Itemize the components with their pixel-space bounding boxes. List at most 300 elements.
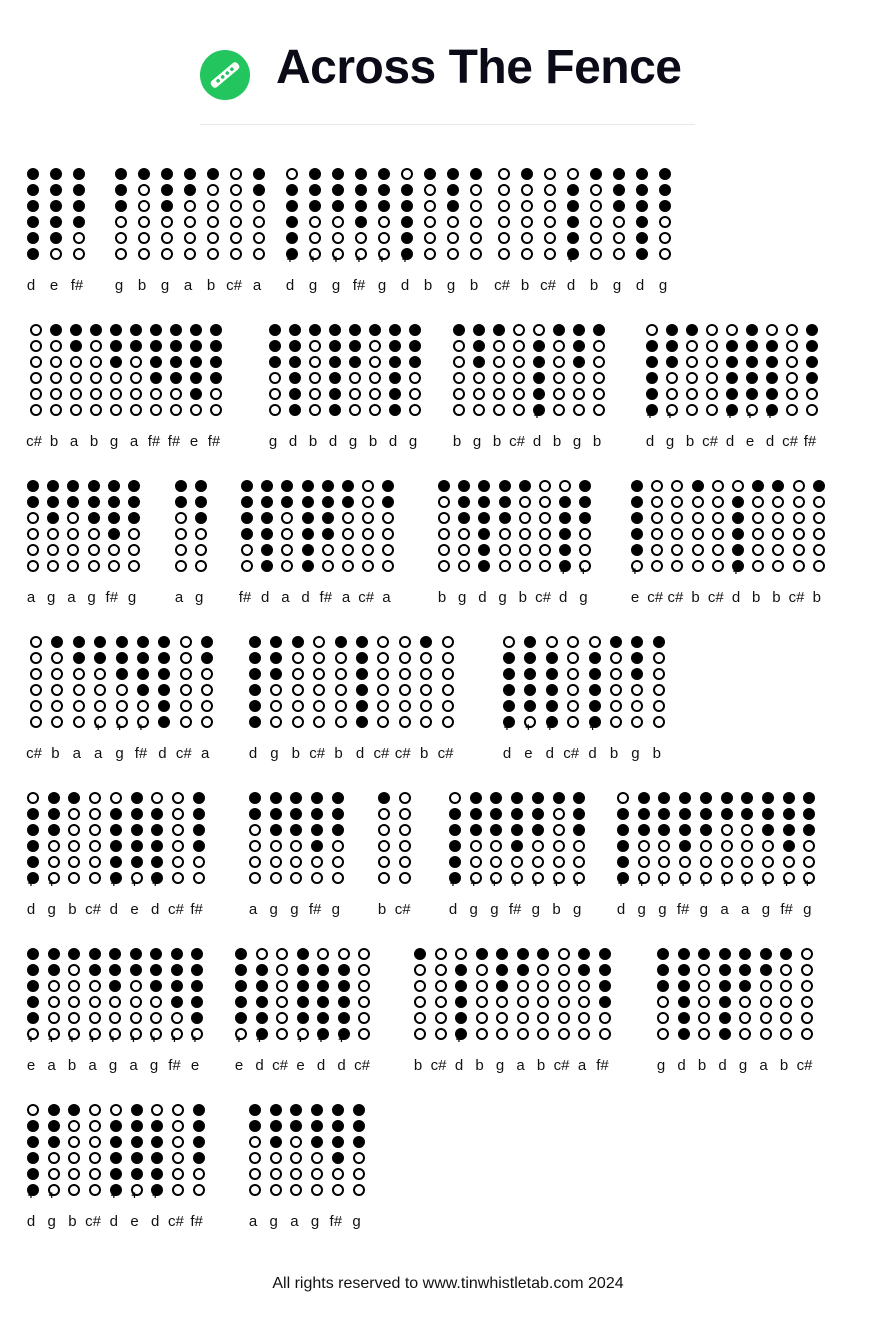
open-hole	[420, 652, 432, 664]
closed-hole	[261, 496, 273, 508]
open-hole	[780, 980, 792, 992]
open-hole	[578, 1028, 590, 1040]
closed-hole	[524, 668, 536, 680]
open-hole	[553, 808, 565, 820]
closed-hole	[409, 324, 421, 336]
closed-hole	[719, 980, 731, 992]
closed-hole	[249, 636, 261, 648]
open-hole	[803, 856, 815, 868]
note-label: b	[308, 433, 318, 450]
closed-hole	[193, 1104, 205, 1116]
closed-hole	[511, 824, 523, 836]
note-label: f#	[168, 1057, 181, 1074]
note-label: e	[296, 1057, 305, 1074]
closed-hole	[470, 168, 482, 180]
closed-hole	[241, 528, 253, 540]
closed-hole	[48, 808, 60, 820]
open-hole	[573, 404, 585, 416]
open-hole	[712, 560, 724, 572]
closed-hole	[270, 808, 282, 820]
open-hole	[813, 496, 825, 508]
closed-hole	[290, 808, 302, 820]
open-hole	[739, 1012, 751, 1024]
open-hole	[115, 248, 127, 260]
open-hole	[801, 996, 813, 1008]
note-label: g	[637, 901, 646, 918]
open-hole	[249, 1168, 261, 1180]
closed-hole	[533, 388, 545, 400]
closed-hole	[470, 808, 482, 820]
open-hole	[513, 356, 525, 368]
open-hole	[692, 528, 704, 540]
closed-hole	[532, 808, 544, 820]
closed-hole	[401, 232, 413, 244]
closed-hole	[532, 824, 544, 836]
note-label: b	[552, 901, 561, 918]
closed-hole	[617, 824, 629, 836]
closed-hole	[679, 824, 691, 836]
note-label: f#	[147, 433, 161, 450]
note-label: a	[69, 433, 79, 450]
closed-hole	[631, 636, 643, 648]
closed-hole	[131, 808, 143, 820]
closed-hole	[68, 948, 80, 960]
closed-hole	[193, 1152, 205, 1164]
closed-hole	[286, 184, 298, 196]
closed-hole	[109, 980, 121, 992]
open-hole	[172, 1152, 184, 1164]
closed-hole	[589, 652, 601, 664]
closed-hole	[317, 1012, 329, 1024]
closed-hole	[27, 168, 39, 180]
open-hole	[513, 340, 525, 352]
note-label: c#	[430, 1057, 447, 1074]
closed-hole	[286, 232, 298, 244]
note-label: g	[658, 277, 668, 294]
open-hole	[470, 200, 482, 212]
note-label: d	[285, 277, 295, 294]
closed-hole	[70, 324, 82, 336]
open-hole	[342, 528, 354, 540]
open-hole	[68, 1168, 80, 1180]
open-hole	[593, 388, 605, 400]
open-hole	[513, 372, 525, 384]
open-hole	[599, 1028, 611, 1040]
closed-hole	[286, 216, 298, 228]
open-hole	[332, 1168, 344, 1180]
open-hole	[544, 232, 556, 244]
closed-hole	[657, 948, 669, 960]
closed-hole	[108, 496, 120, 508]
octave-plus-marker: +	[617, 878, 625, 890]
open-hole	[424, 248, 436, 260]
note-label: a	[47, 1057, 56, 1074]
open-hole	[544, 168, 556, 180]
open-hole	[698, 964, 710, 976]
open-hole	[170, 388, 182, 400]
closed-hole	[193, 808, 205, 820]
note-label: f#	[308, 901, 322, 918]
note-column	[189, 478, 211, 618]
note-label: b	[420, 745, 429, 762]
closed-hole	[741, 792, 753, 804]
closed-hole	[503, 684, 515, 696]
open-hole	[772, 512, 784, 524]
closed-hole	[50, 200, 62, 212]
open-hole	[567, 668, 579, 680]
note-label: g	[160, 277, 170, 294]
closed-hole	[378, 200, 390, 212]
closed-hole	[721, 792, 733, 804]
open-hole	[780, 964, 792, 976]
open-hole	[150, 996, 162, 1008]
note-label: b	[592, 433, 602, 450]
closed-hole	[646, 340, 658, 352]
note-label: g	[377, 277, 387, 294]
open-hole	[276, 996, 288, 1008]
open-hole	[172, 1136, 184, 1148]
open-hole	[377, 668, 389, 680]
open-hole	[313, 668, 325, 680]
closed-hole	[281, 496, 293, 508]
open-hole	[249, 824, 261, 836]
open-hole	[537, 1028, 549, 1040]
note-label: d	[151, 901, 160, 918]
open-hole	[270, 1168, 282, 1180]
closed-hole	[646, 388, 658, 400]
octave-plus-marker: +	[309, 254, 317, 266]
note-label: g	[612, 277, 622, 294]
closed-hole	[289, 404, 301, 416]
closed-hole	[309, 184, 321, 196]
closed-hole	[332, 808, 344, 820]
note-label: g	[308, 277, 318, 294]
closed-hole	[610, 636, 622, 648]
open-hole	[772, 544, 784, 556]
open-hole	[659, 248, 671, 260]
open-hole	[89, 1012, 101, 1024]
open-hole	[230, 248, 242, 260]
closed-hole	[249, 808, 261, 820]
open-hole	[27, 544, 39, 556]
closed-hole	[349, 356, 361, 368]
closed-hole	[210, 340, 222, 352]
open-hole	[362, 544, 374, 556]
closed-hole	[27, 1136, 39, 1148]
closed-hole	[389, 340, 401, 352]
note-label: g	[761, 901, 771, 918]
open-hole	[666, 372, 678, 384]
open-hole	[48, 1168, 60, 1180]
closed-hole	[116, 652, 128, 664]
closed-hole	[658, 824, 670, 836]
closed-hole	[678, 996, 690, 1008]
open-hole	[89, 1120, 101, 1132]
closed-hole	[317, 964, 329, 976]
open-hole	[659, 232, 671, 244]
closed-hole	[193, 1136, 205, 1148]
octave-plus-marker: +	[110, 1190, 118, 1202]
octave-plus-marker: +	[741, 878, 749, 890]
open-hole	[270, 684, 282, 696]
open-hole	[537, 996, 549, 1008]
open-hole	[68, 856, 80, 868]
open-hole	[51, 716, 63, 728]
open-hole	[130, 980, 142, 992]
open-hole	[108, 560, 120, 572]
open-hole	[653, 716, 665, 728]
open-hole	[657, 996, 669, 1008]
closed-hole	[762, 808, 774, 820]
open-hole	[739, 1028, 751, 1040]
open-hole	[342, 512, 354, 524]
open-hole	[553, 356, 565, 368]
note-label: f#	[352, 277, 366, 294]
open-hole	[631, 700, 643, 712]
closed-hole	[401, 200, 413, 212]
open-hole	[309, 388, 321, 400]
closed-hole	[269, 356, 281, 368]
open-hole	[161, 248, 173, 260]
open-hole	[671, 480, 683, 492]
note-column	[67, 166, 89, 306]
open-hole	[180, 652, 192, 664]
note-label: g	[269, 1213, 278, 1230]
note-column	[352, 946, 374, 1086]
closed-hole	[193, 792, 205, 804]
closed-hole	[241, 480, 253, 492]
open-hole	[399, 652, 411, 664]
note-label: a	[290, 1213, 299, 1230]
open-hole	[110, 404, 122, 416]
closed-hole	[521, 168, 533, 180]
note-label: d	[502, 745, 512, 762]
open-hole	[309, 404, 321, 416]
open-hole	[311, 1168, 323, 1180]
note-label: d	[532, 433, 542, 450]
note-label: b	[423, 277, 433, 294]
open-hole	[590, 232, 602, 244]
closed-hole	[455, 964, 467, 976]
open-hole	[813, 528, 825, 540]
open-hole	[686, 372, 698, 384]
open-hole	[578, 996, 590, 1008]
open-hole	[377, 684, 389, 696]
closed-hole	[356, 636, 368, 648]
open-hole	[458, 560, 470, 572]
note-label: c#	[358, 589, 375, 606]
closed-hole	[356, 668, 368, 680]
note-column	[376, 478, 398, 618]
note-label: e	[630, 589, 640, 606]
closed-hole	[700, 824, 712, 836]
open-hole	[30, 372, 42, 384]
closed-hole	[235, 964, 247, 976]
note-label: g	[114, 277, 124, 294]
closed-hole	[67, 480, 79, 492]
open-hole	[511, 856, 523, 868]
closed-hole	[131, 1136, 143, 1148]
open-hole	[210, 388, 222, 400]
note-label: b	[518, 589, 527, 606]
open-hole	[414, 996, 426, 1008]
open-hole	[47, 544, 59, 556]
open-hole	[593, 372, 605, 384]
open-hole	[638, 840, 650, 852]
open-hole	[414, 964, 426, 976]
closed-hole	[108, 528, 120, 540]
open-hole	[180, 716, 192, 728]
note-label: g	[331, 901, 340, 918]
closed-hole	[68, 1104, 80, 1116]
closed-hole	[70, 340, 82, 352]
closed-hole	[175, 480, 187, 492]
open-hole	[442, 716, 454, 728]
closed-hole	[732, 528, 744, 540]
open-hole	[172, 824, 184, 836]
closed-hole	[726, 340, 738, 352]
note-label: b	[652, 745, 661, 762]
closed-hole	[27, 480, 39, 492]
open-hole	[51, 668, 63, 680]
open-hole	[47, 560, 59, 572]
open-hole	[414, 980, 426, 992]
open-hole	[499, 528, 511, 540]
closed-hole	[27, 808, 39, 820]
octave-plus-marker: +	[48, 1034, 55, 1046]
open-hole	[358, 996, 370, 1008]
note-column	[464, 166, 486, 306]
open-hole	[435, 1028, 447, 1040]
note-label: g	[268, 433, 278, 450]
note-label: g	[472, 433, 482, 450]
open-hole	[89, 792, 101, 804]
open-hole	[658, 840, 670, 852]
closed-hole	[150, 372, 162, 384]
closed-hole	[679, 808, 691, 820]
open-hole	[762, 856, 774, 868]
open-hole	[435, 980, 447, 992]
open-hole	[801, 948, 813, 960]
closed-hole	[721, 808, 733, 820]
closed-hole	[631, 668, 643, 680]
closed-hole	[567, 232, 579, 244]
closed-hole	[137, 636, 149, 648]
open-hole	[353, 1184, 365, 1196]
closed-hole	[309, 324, 321, 336]
open-hole	[435, 1012, 447, 1024]
closed-hole	[401, 184, 413, 196]
open-hole	[786, 404, 798, 416]
open-hole	[651, 528, 663, 540]
closed-hole	[573, 824, 585, 836]
open-hole	[362, 480, 374, 492]
note-label: g	[573, 901, 582, 918]
open-hole	[599, 1012, 611, 1024]
closed-hole	[503, 652, 515, 664]
open-hole	[70, 388, 82, 400]
closed-hole	[546, 700, 558, 712]
open-hole	[544, 248, 556, 260]
closed-hole	[746, 388, 758, 400]
open-hole	[130, 996, 142, 1008]
closed-hole	[573, 356, 585, 368]
open-hole	[90, 356, 102, 368]
note-label: b	[413, 1057, 423, 1074]
open-hole	[420, 684, 432, 696]
open-hole	[409, 388, 421, 400]
open-hole	[270, 700, 282, 712]
octave-plus-marker: +	[470, 878, 477, 890]
note-label: b	[772, 589, 781, 606]
open-hole	[171, 1012, 183, 1024]
open-hole	[573, 372, 585, 384]
open-hole	[803, 840, 815, 852]
open-hole	[692, 560, 704, 572]
octave-plus-marker: +	[700, 878, 708, 890]
open-hole	[270, 872, 282, 884]
note-label: b	[475, 1057, 484, 1074]
note-label: g	[269, 901, 278, 918]
closed-hole	[732, 512, 744, 524]
closed-hole	[88, 480, 100, 492]
closed-hole	[533, 340, 545, 352]
open-hole	[519, 560, 531, 572]
closed-hole	[409, 340, 421, 352]
closed-hole	[657, 980, 669, 992]
closed-hole	[567, 200, 579, 212]
closed-hole	[322, 480, 334, 492]
closed-hole	[803, 824, 815, 836]
open-hole	[161, 216, 173, 228]
open-hole	[653, 652, 665, 664]
open-hole	[89, 824, 101, 836]
closed-hole	[532, 792, 544, 804]
open-hole	[442, 700, 454, 712]
open-hole	[558, 1012, 570, 1024]
note-label: g	[47, 589, 56, 606]
closed-hole	[241, 512, 253, 524]
closed-hole	[289, 324, 301, 336]
closed-hole	[281, 480, 293, 492]
open-hole	[89, 840, 101, 852]
closed-hole	[171, 948, 183, 960]
octave-plus-marker: +	[659, 878, 666, 890]
octave-plus-marker: +	[89, 1034, 96, 1046]
closed-hole	[719, 964, 731, 976]
open-hole	[48, 1152, 60, 1164]
note-label: e	[189, 433, 199, 450]
open-hole	[553, 856, 565, 868]
note-label: b	[520, 277, 530, 294]
open-hole	[653, 684, 665, 696]
open-hole	[195, 544, 207, 556]
open-hole	[610, 652, 622, 664]
open-hole	[517, 1012, 529, 1024]
closed-hole	[338, 1012, 350, 1024]
closed-hole	[270, 1120, 282, 1132]
open-hole	[593, 404, 605, 416]
note-label: g	[458, 589, 467, 606]
octave-plus-marker: +	[286, 254, 294, 266]
octave-plus-marker: +	[94, 722, 102, 734]
closed-hole	[151, 1168, 163, 1180]
closed-hole	[302, 544, 314, 556]
note-column	[797, 790, 819, 930]
closed-hole	[191, 996, 203, 1008]
closed-hole	[270, 1104, 282, 1116]
closed-hole	[27, 216, 39, 228]
